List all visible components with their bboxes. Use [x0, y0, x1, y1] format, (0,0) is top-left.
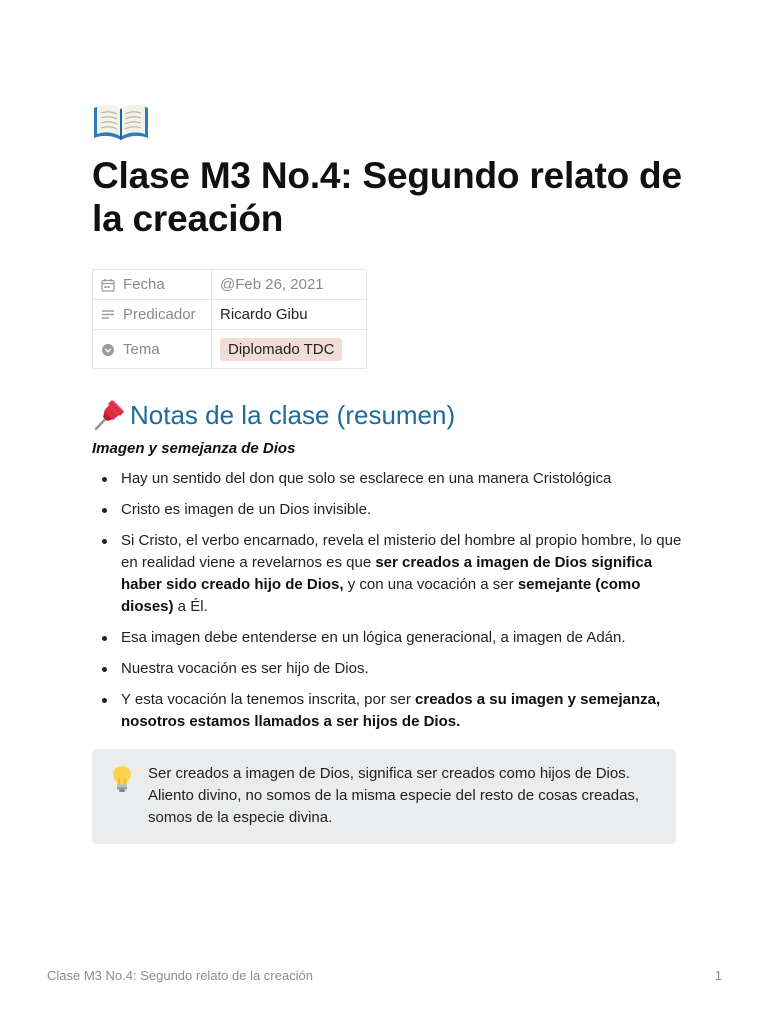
- bullet-point: [102, 698, 107, 703]
- pushpin-icon: [92, 396, 128, 432]
- date-value[interactable]: @Feb 26, 2021: [220, 276, 324, 293]
- section-heading: [92, 396, 455, 433]
- page-title: Clase M3 No.4: Segundo relato de la creación: [92, 155, 682, 239]
- property-row-predicador: [93, 300, 367, 330]
- properties-table: [92, 269, 367, 369]
- property-row-tema: [93, 330, 367, 369]
- section-subtitle: Imagen y semejanza de Dios: [92, 440, 296, 457]
- property-label: Tema: [123, 340, 160, 358]
- bullet-point: [102, 477, 107, 482]
- text: Cristo es imagen de un Dios invisible.: [121, 501, 372, 518]
- list-item: [92, 627, 682, 649]
- select-icon: [101, 343, 115, 357]
- footer-page-number: 1: [714, 968, 722, 983]
- bullet-point: [102, 508, 107, 513]
- list-item: [92, 530, 682, 618]
- calendar-icon: [101, 278, 115, 292]
- bold-text: ser creados a imagen de Dios significa haber sido creado hijo de Dios,: [121, 554, 653, 593]
- bullet-point: [102, 667, 107, 672]
- bullet-point: [102, 636, 107, 641]
- section-heading-text: Notas de la clase (resumen): [130, 400, 456, 430]
- open-book-icon: [92, 100, 150, 142]
- list-item: [92, 468, 682, 490]
- text: Nuestra vocación es ser hijo de Dios.: [121, 660, 369, 677]
- text: Si Cristo, el verbo encarnado, revela el misterio del hombre al propio hombre, lo que en realidad viene a revelarnos es que: [121, 532, 682, 571]
- bold-text: semejante (como dioses): [121, 576, 641, 615]
- bullet-point: [102, 539, 107, 544]
- text: Hay un sentido del don que solo se esclarece en una manera Cristológica: [121, 470, 612, 487]
- text-lines-icon: [101, 308, 115, 322]
- callout-text: Ser creados a imagen de Dios, significa ser creados como hijos de Dios. Aliento divino, no somos de la misma especie del resto de cosas creadas, somos de la especie divina.: [148, 765, 640, 826]
- property-label: Fecha: [123, 276, 165, 293]
- text: Esa imagen debe entenderse en un lógica generacional, a imagen de Adán.: [121, 629, 626, 646]
- notes-list: [92, 468, 682, 742]
- property-label: Predicador: [123, 306, 196, 323]
- callout: [92, 749, 676, 844]
- footer-title: Clase M3 No.4: Segundo relato de la creación: [47, 968, 313, 983]
- text: y con una vocación a ser: [343, 576, 518, 593]
- text: a Él.: [173, 598, 208, 615]
- light-bulb-icon: [112, 765, 132, 793]
- list-item: [92, 658, 682, 680]
- list-item: [92, 499, 682, 521]
- bold-text: creados a su imagen y semejanza, nosotros estamos llamados a ser hijos de Dios.: [121, 691, 661, 730]
- property-row-fecha: [93, 270, 367, 300]
- preacher-value[interactable]: Ricardo Gibu: [220, 306, 308, 323]
- topic-tag[interactable]: Diplomado TDC: [220, 338, 342, 361]
- list-item: [92, 689, 682, 733]
- text: Y esta vocación la tenemos inscrita, por ser: [121, 691, 416, 708]
